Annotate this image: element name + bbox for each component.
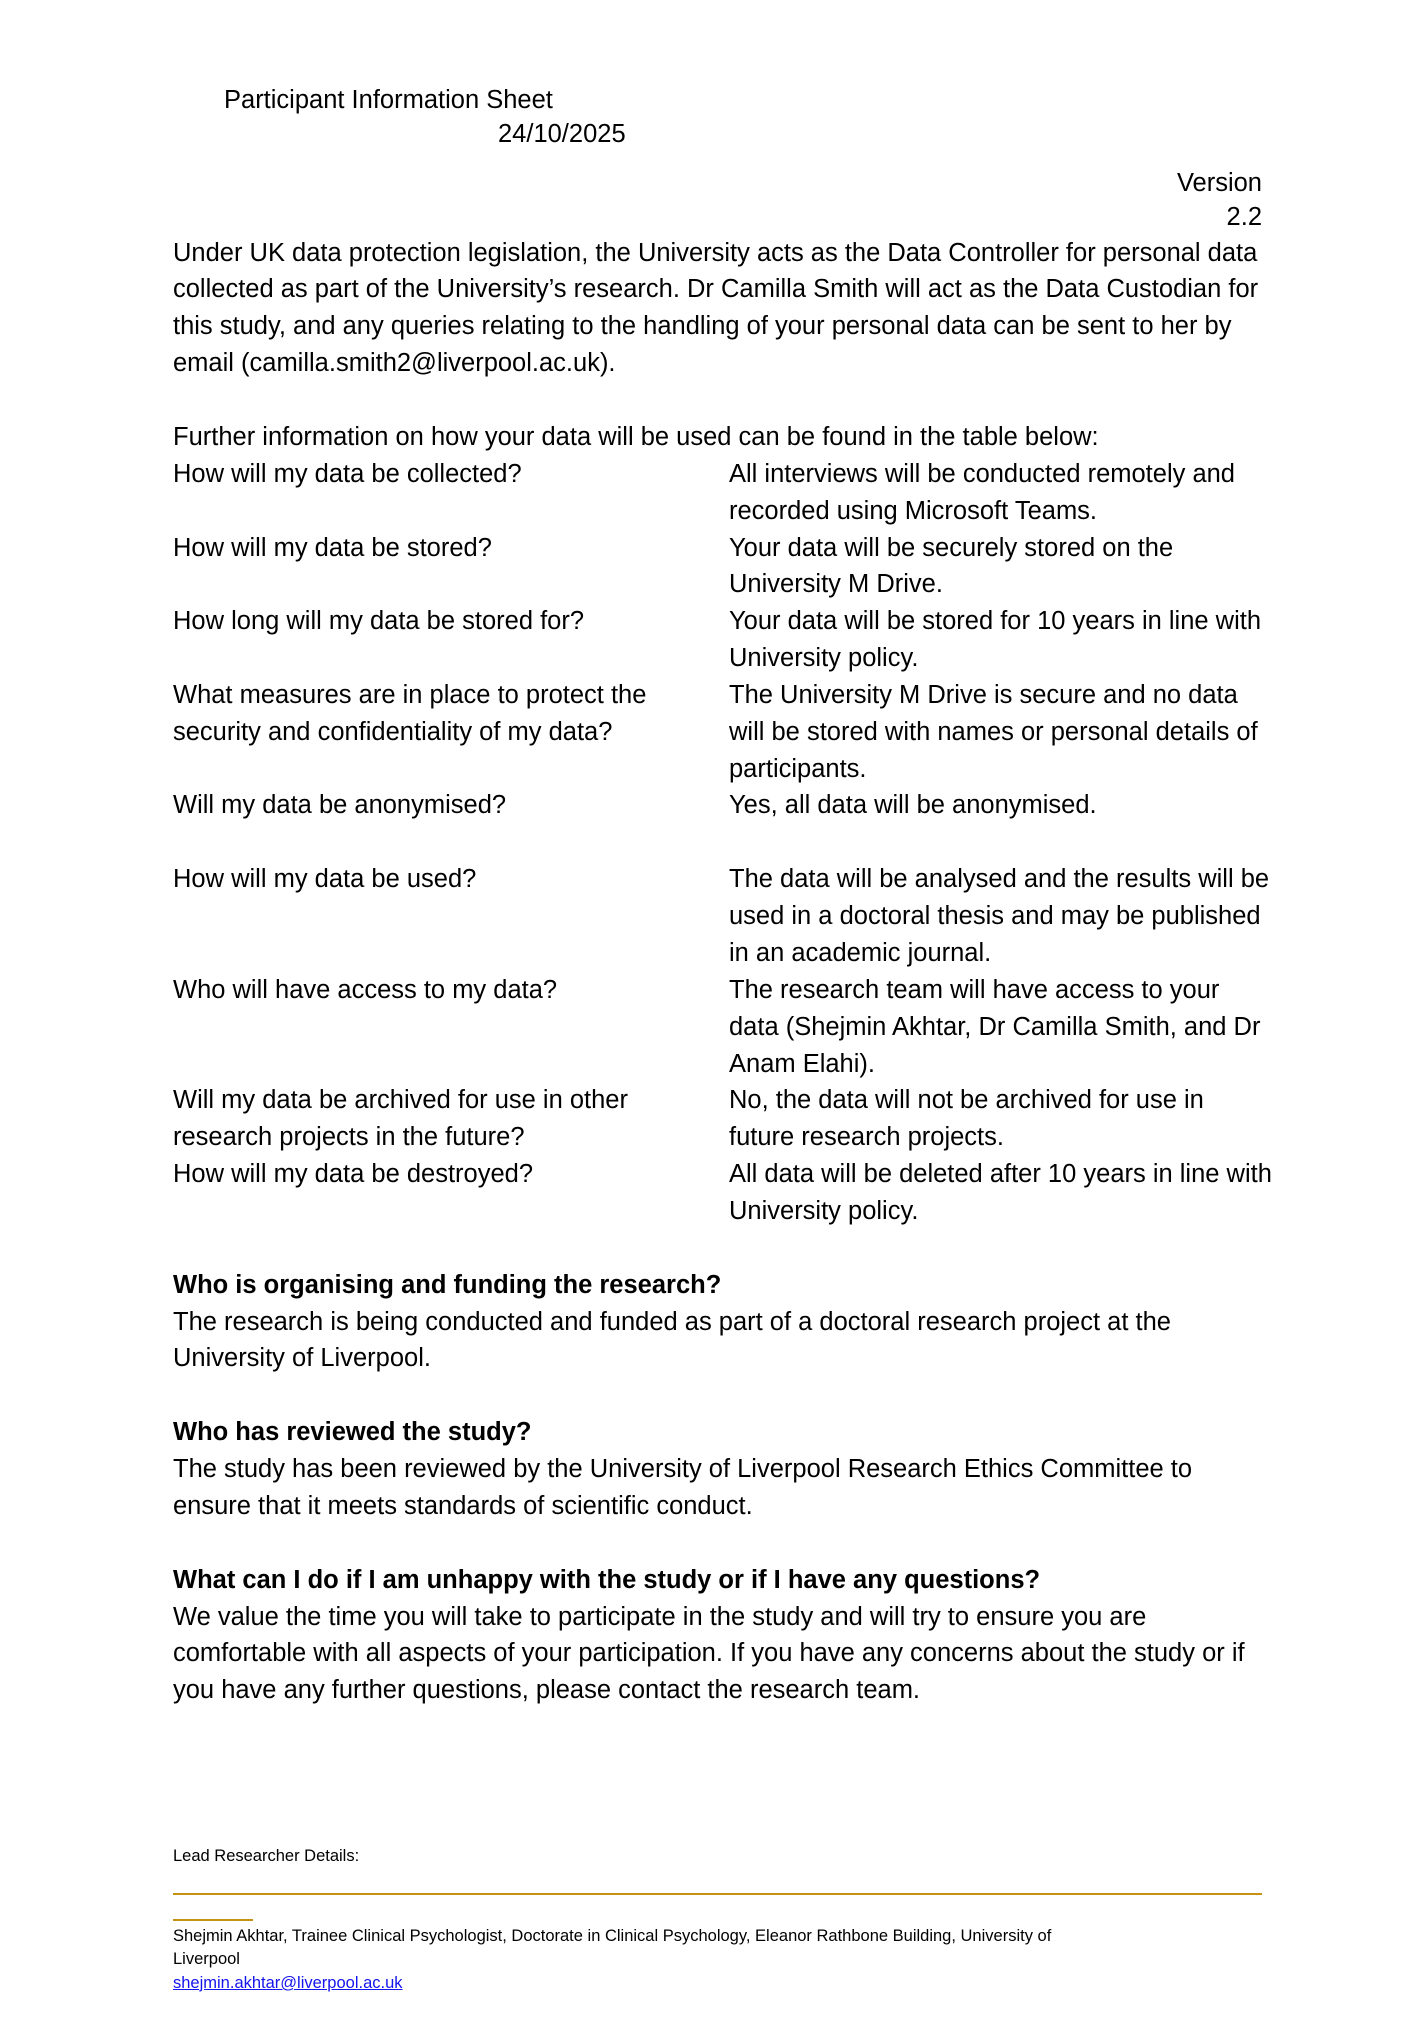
table-cell-question: Will my data be archived for use in other research projects in the future? (173, 1086, 628, 1152)
table-row (173, 861, 1274, 972)
table-cell-question: How will my data be destroyed? (173, 1160, 534, 1189)
table-row (173, 530, 1274, 604)
table-row-spacer (173, 824, 1274, 861)
table-cell-answer: All interviews will be conducted remotely and recorded using Microsoft Teams. (729, 459, 1235, 525)
section-heading-complaints: What can I do if I am unhappy with the study or if I have any questions? (173, 1565, 1041, 1594)
section-spacer (173, 1377, 1262, 1414)
table-row (173, 787, 1274, 824)
version-label: Version (1176, 169, 1262, 198)
document-body (173, 0, 1272, 1709)
lead-researcher-details: Shejmin Akhtar, Trainee Clinical Psychologist, Doctorate in Clinical Psychology, Eleanor Rathbone Building, University of Liverpool (173, 1927, 1052, 1969)
table-cell-question: Will my data be anonymised? (173, 791, 507, 820)
table-row (173, 1156, 1274, 1230)
table-cell-answer: Yes, all data will be anonymised. (729, 791, 1097, 820)
document-date: 24/10/2025 (498, 119, 626, 148)
data-controller-paragraph: Under UK data protection legislation, the University acts as the Data Controller for personal data collected as part of the University’s research. Dr Camilla Smith will act as the Data Custodian for this study, and any queries relating to the handling of your personal data can be sent to her by email (camilla.smith2@liverpool.ac.uk). (173, 238, 1259, 378)
table-row (173, 456, 1274, 530)
table-cell-answer: The research team will have access to your data (Shejmin Akhtar, Dr Camilla Smith, and Dr Anam Elahi). (729, 975, 1261, 1078)
table-body (173, 456, 1274, 1230)
table-cell-question: How will my data be used? (173, 865, 477, 894)
table-lead-in: Further information on how your data will be used can be found in the table below: (173, 423, 1099, 451)
table-cell-question: How long will my data be stored for? (173, 607, 585, 636)
table-cell-answer: The University M Drive is secure and no data will be stored with names or personal details of participants. (729, 680, 1258, 783)
footer-divider-short (173, 1919, 253, 1921)
document-header (173, 0, 1262, 235)
footer-divider-main (173, 1893, 1262, 1895)
table-cell-question: How will my data be collected? (173, 459, 522, 488)
document-footer (173, 1845, 1262, 1995)
version-number: 2.2 (1226, 202, 1262, 231)
table-row (173, 1082, 1274, 1156)
section-body-review: The study has been reviewed by the University of Liverpool Research Ethics Committee to ensure that it meets standards of scientific conduct. (173, 1455, 1193, 1520)
table-row (173, 972, 1274, 1083)
lead-researcher-email-link[interactable]: shejmin.akhtar@liverpool.ac.uk (173, 1973, 403, 1992)
table-cell-answer: All data will be deleted after 10 years in line with University policy. (729, 1160, 1272, 1225)
table-row (173, 603, 1274, 677)
section-spacer (173, 1230, 1262, 1267)
table-cell-answer: Your data will be securely stored on the University M Drive. (729, 533, 1174, 599)
table-cell-spacer (729, 824, 1274, 861)
table-cell-question: Who will have access to my data? (173, 975, 558, 1004)
table-cell-question: What measures are in place to protect the security and confidentiality of my data? (173, 680, 647, 746)
paragraph-spacer (173, 382, 1262, 419)
section-body-funding: The research is being conducted and funded as part of a doctoral research project at the University of Liverpool. (173, 1307, 1171, 1373)
table-cell-answer: Your data will be stored for 10 years in line with University policy. (729, 607, 1262, 673)
table-row (173, 677, 1274, 788)
table-cell-spacer (173, 824, 729, 861)
section-heading-funding: Who is organising and funding the research? (173, 1270, 722, 1299)
page-title: Participant Information Sheet (224, 86, 553, 114)
table-cell-question: How will my data be stored? (173, 533, 492, 562)
table-cell-answer: The data will be analysed and the results will be used in a doctoral thesis and may be published in an academic journal. (729, 865, 1270, 967)
table-cell-answer: No, the data will not be archived for use in future research projects. (729, 1086, 1204, 1152)
section-heading-review: Who has reviewed the study? (173, 1418, 532, 1447)
section-body-complaints: We value the time you will take to participate in the study and will try to ensure you are comfortable with all aspects of your participation. If you have any concerns about the study or if you have any further questions, please contact the research team. (173, 1602, 1245, 1705)
section-spacer (173, 1525, 1262, 1562)
lead-researcher-label: Lead Researcher Details: (173, 1847, 360, 1865)
data-usage-table (173, 456, 1274, 1230)
version-block (173, 151, 1262, 234)
